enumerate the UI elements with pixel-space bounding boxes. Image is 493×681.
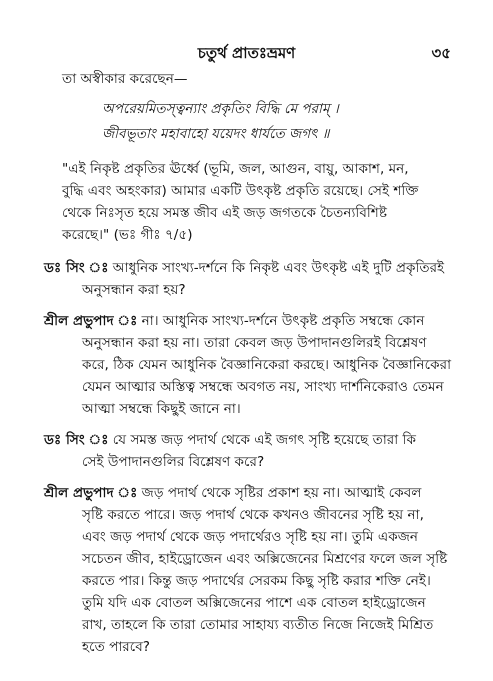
dialogue-line: করতে পার। কিন্তু জড় পদার্থের সেরকম কিছু সৃষ্টি করার শক্তি নেই। xyxy=(82,573,431,589)
intro-line: তা অস্বীকার করেছেন— xyxy=(62,71,188,87)
dialogue-line: আত্মা সম্বন্ধে কিছুই জানে না। xyxy=(82,401,241,417)
speaker-label: শ্রীল প্রভুপাদ ঃ xyxy=(44,313,138,329)
translation-line: "এই নিকৃষ্ট প্রকৃতির ঊর্ধ্বে (ভূমি, জল, আগুন, বায়ু, আকাশ, মন, xyxy=(62,161,409,177)
dialogue-text: আধুনিক সাংখ্য-দর্শনে কি নিকৃষ্ট এবং উৎকৃষ্ট এই দুটি প্রকৃতিরই xyxy=(112,260,445,276)
running-header-title: চতুর্থ প্রাতঃভ্রমণ xyxy=(197,44,296,62)
dialogue-entry xyxy=(44,312,424,330)
dialogue-text: না। আধুনিক সাংখ্য-দর্শনে উৎকৃষ্ট প্রকৃতি সম্বন্ধে কোন xyxy=(141,313,425,329)
dialogue-line: যেমন আত্মার অস্তিত্ব সম্বন্ধে অবগত নয়, সাংখ্য দার্শনিকেরাও তেমন xyxy=(82,379,444,395)
dialogue-text: যে সমস্ত জড় পদার্থ থেকে এই জগৎ সৃষ্টি হয়েছে তারা কি xyxy=(112,432,416,448)
speaker-label: ডঃ সিং ঃ xyxy=(44,432,109,448)
speaker-label: শ্রীল প্রভুপাদ ঃ xyxy=(44,485,138,501)
translation-line: থেকে নিঃসৃত হয়ে সমস্ত জীব এই জড় জগতকে চৈতন্যবিশিষ্ট xyxy=(62,205,387,221)
dialogue-line: সেই উপাদানগুলির বিশ্লেষণ করে? xyxy=(82,454,265,470)
dialogue-line: অনুসন্ধান করা হয়? xyxy=(82,282,186,298)
dialogue-line: সৃষ্টি করতে পারে। জড় পদার্থ থেকে কখনও জীবনের সৃষ্টি হয় না, xyxy=(82,507,424,523)
dialogue-line: হতে পারবে? xyxy=(82,639,151,655)
translation-line: বুদ্ধি এবং অহংকার) আমার একটি উৎকৃষ্ট প্রকৃতি রয়েছে। সেই শক্তি xyxy=(62,183,419,199)
dialogue-text: জড় পদার্থ থেকে সৃষ্টির প্রকাশ হয় না। আত্মাই কেবল xyxy=(141,485,422,501)
dialogue-line: তুমি যদি এক বোতল অক্সিজেনের পাশে এক বোতল হাইড্রোজেন xyxy=(82,595,426,611)
dialogue-entry xyxy=(44,431,416,449)
dialogue-line: করে, ঠিক যেমন আধুনিক বৈজ্ঞানিকেরা করছে। আধুনিক বৈজ্ঞানিকেরা xyxy=(82,357,452,373)
dialogue-entry xyxy=(44,484,421,502)
dialogue-line: রাখ, তাহলে কি তারা তোমার সাহায্য ব্যতীত নিজে নিজেই মিশ্রিত xyxy=(82,617,434,633)
verse-line: অপরেয়মিতস্ত্বন্যাং প্রকৃতিং বিদ্ধি মে পরাম্ । xyxy=(102,101,339,117)
dialogue-entry xyxy=(44,259,444,277)
dialogue-line: সচেতন জীব, হাইড্রোজেন এবং অক্সিজেনের মিশ্রণের ফলে জল সৃষ্টি xyxy=(82,551,448,567)
dialogue-line: এবং জড় পদার্থ থেকে জড় পদার্থেরও সৃষ্টি হয় না। তুমি একজন xyxy=(82,529,419,545)
dialogue-line: অনুসন্ধান করা হয় না। তারা কেবল জড় উপাদানগুলিরই বিশ্লেষণ xyxy=(82,335,427,351)
speaker-label: ডঃ সিং ঃ xyxy=(44,260,109,276)
page-number: ৩৫ xyxy=(431,44,451,62)
translation-line: করেছে।" (ভঃ গীঃ ৭/৫) xyxy=(62,227,193,243)
verse-line: জীবভূতাং মহাবাহো যয়েদং ধার্যতে জগৎ ॥ xyxy=(102,126,330,142)
